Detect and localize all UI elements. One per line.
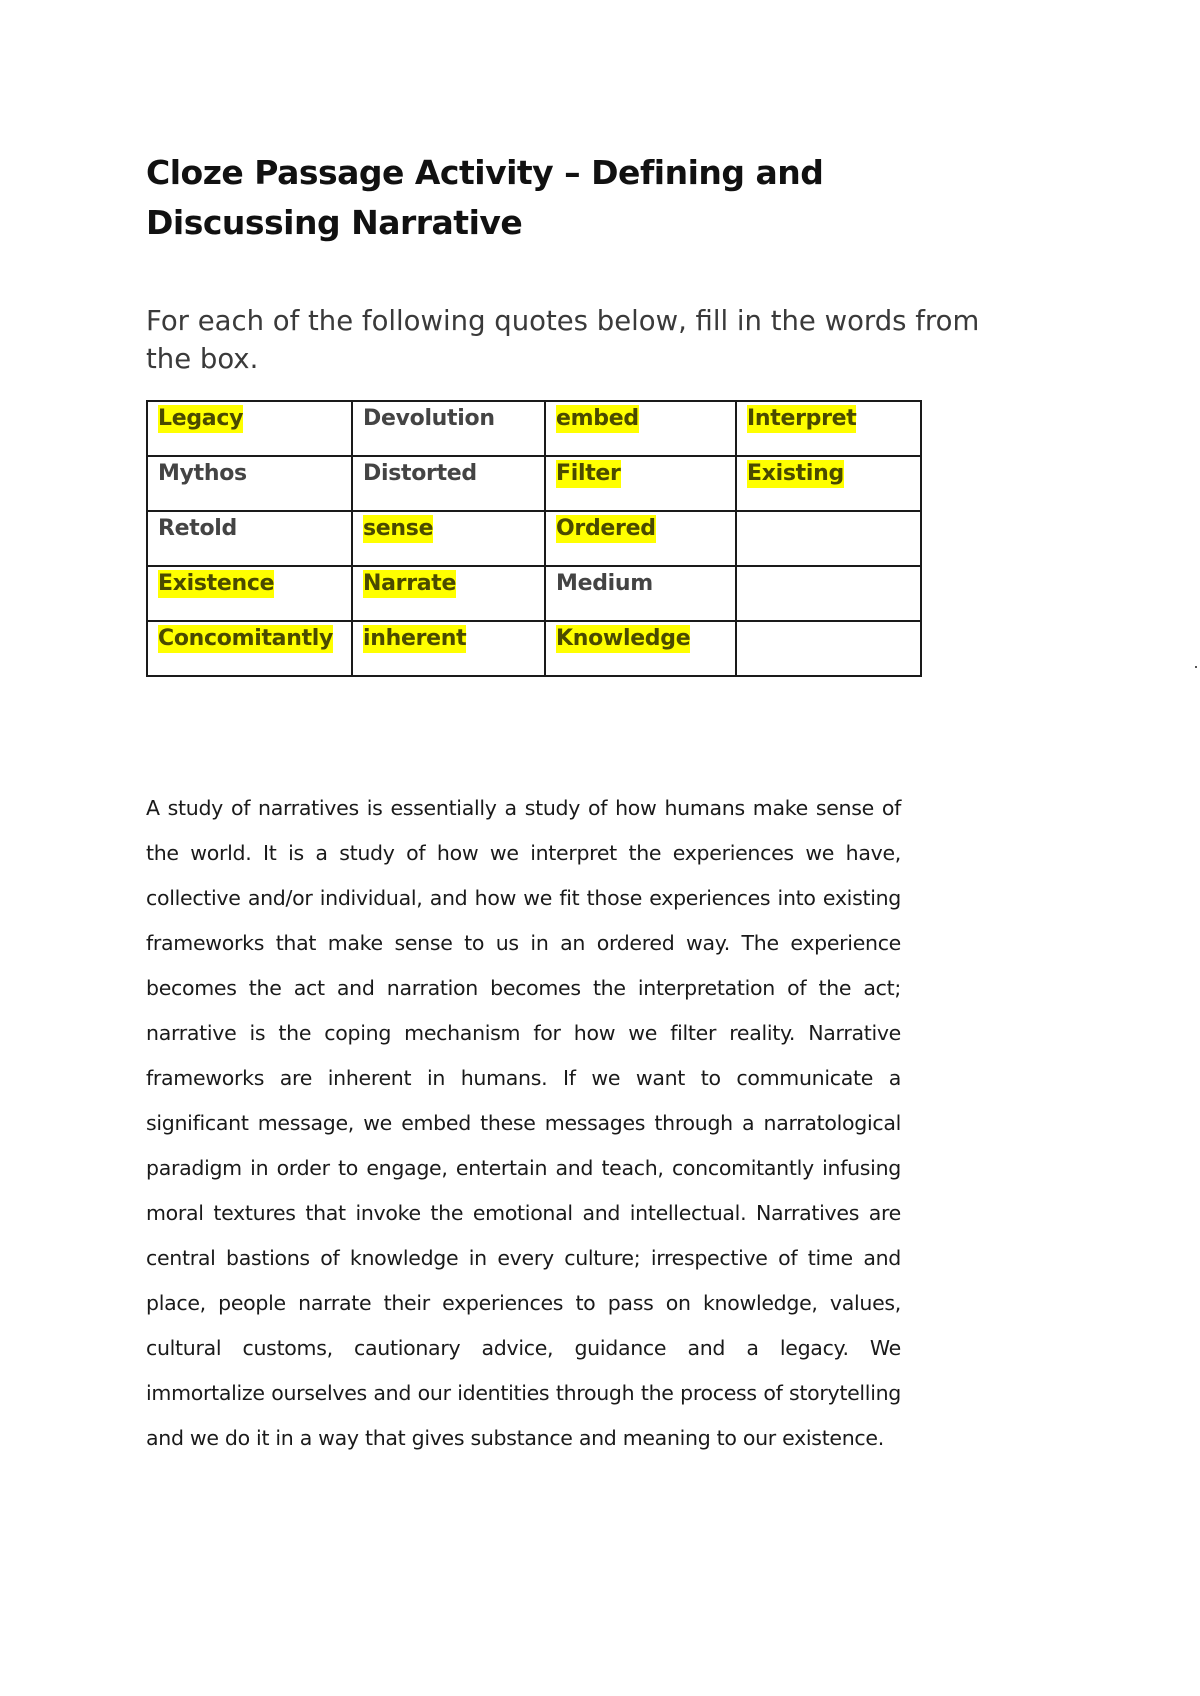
table-cell bbox=[545, 401, 736, 456]
table-cell bbox=[147, 401, 352, 456]
word-label: Distorted bbox=[363, 461, 477, 486]
table-cell bbox=[736, 456, 921, 511]
word-label: Ordered bbox=[556, 516, 656, 541]
table-cell bbox=[147, 456, 352, 511]
table-cell bbox=[352, 456, 545, 511]
table-cell bbox=[545, 456, 736, 511]
table-cell bbox=[736, 511, 921, 566]
table-cell bbox=[352, 566, 545, 621]
table-row bbox=[147, 621, 921, 676]
word-label: Interpret bbox=[747, 406, 857, 431]
table-cell bbox=[736, 401, 921, 456]
word-label: Concomitantly bbox=[158, 626, 334, 651]
table-cell bbox=[736, 566, 921, 621]
table-row bbox=[147, 511, 921, 566]
word-label: Medium bbox=[556, 571, 653, 596]
table-cell bbox=[352, 401, 545, 456]
word-label: Retold bbox=[158, 516, 237, 541]
table-cell bbox=[147, 621, 352, 676]
table-row bbox=[147, 401, 921, 456]
word-label: Devolution bbox=[363, 406, 495, 431]
cloze-passage: A study of narratives is essentially a study of how humans make sense of the world. It is a study of how we interpret the experiences we have, collective and/or individual, and how we fit those experiences into existing frameworks that make sense to us in an ordered way. The experience becomes the act and narration becomes the interpretation of the act; narrative is the coping mechanism for how we filter reality. Narrative frameworks are inherent in humans. If we want to communicate a significant message, we embed these messages through a narratological paradigm in order to engage, entertain and teach, concomitantly infusing moral textures that invoke the emotional and intellectual. Narratives are central bastions of knowledge in every culture; irrespective of time and place, people narrate their experiences to pass on knowledge, values, cultural customs, cautionary advice, guidance and a legacy. We immortalize ourselves and our identities through the process of storytelling and we do it in a way that gives substance and meaning to our existence. bbox=[146, 796, 901, 1450]
table-cell bbox=[545, 511, 736, 566]
table-cell bbox=[736, 621, 921, 676]
table-row bbox=[147, 566, 921, 621]
word-label: Narrate bbox=[363, 571, 457, 596]
word-label: Existing bbox=[747, 461, 844, 486]
word-label: Mythos bbox=[158, 461, 247, 486]
table-cell bbox=[545, 621, 736, 676]
word-label: Existence bbox=[158, 571, 275, 596]
word-label: inherent bbox=[363, 626, 467, 651]
table-cell bbox=[352, 511, 545, 566]
word-label: Knowledge bbox=[556, 626, 691, 651]
word-label: embed bbox=[556, 406, 639, 431]
table-cell bbox=[352, 621, 545, 676]
table-cell bbox=[147, 566, 352, 621]
word-label: sense bbox=[363, 516, 434, 541]
margin-mark bbox=[1195, 666, 1197, 668]
page-title: Cloze Passage Activity – Defining and Discussing Narrative bbox=[146, 153, 824, 242]
instructions: For each of the following quotes below, fill in the words from the box. bbox=[146, 305, 980, 375]
table-row bbox=[147, 456, 921, 511]
word-label: Filter bbox=[556, 461, 621, 486]
table-cell bbox=[545, 566, 736, 621]
table-cell bbox=[147, 511, 352, 566]
word-box-table bbox=[146, 400, 922, 677]
word-label: Legacy bbox=[158, 406, 244, 431]
